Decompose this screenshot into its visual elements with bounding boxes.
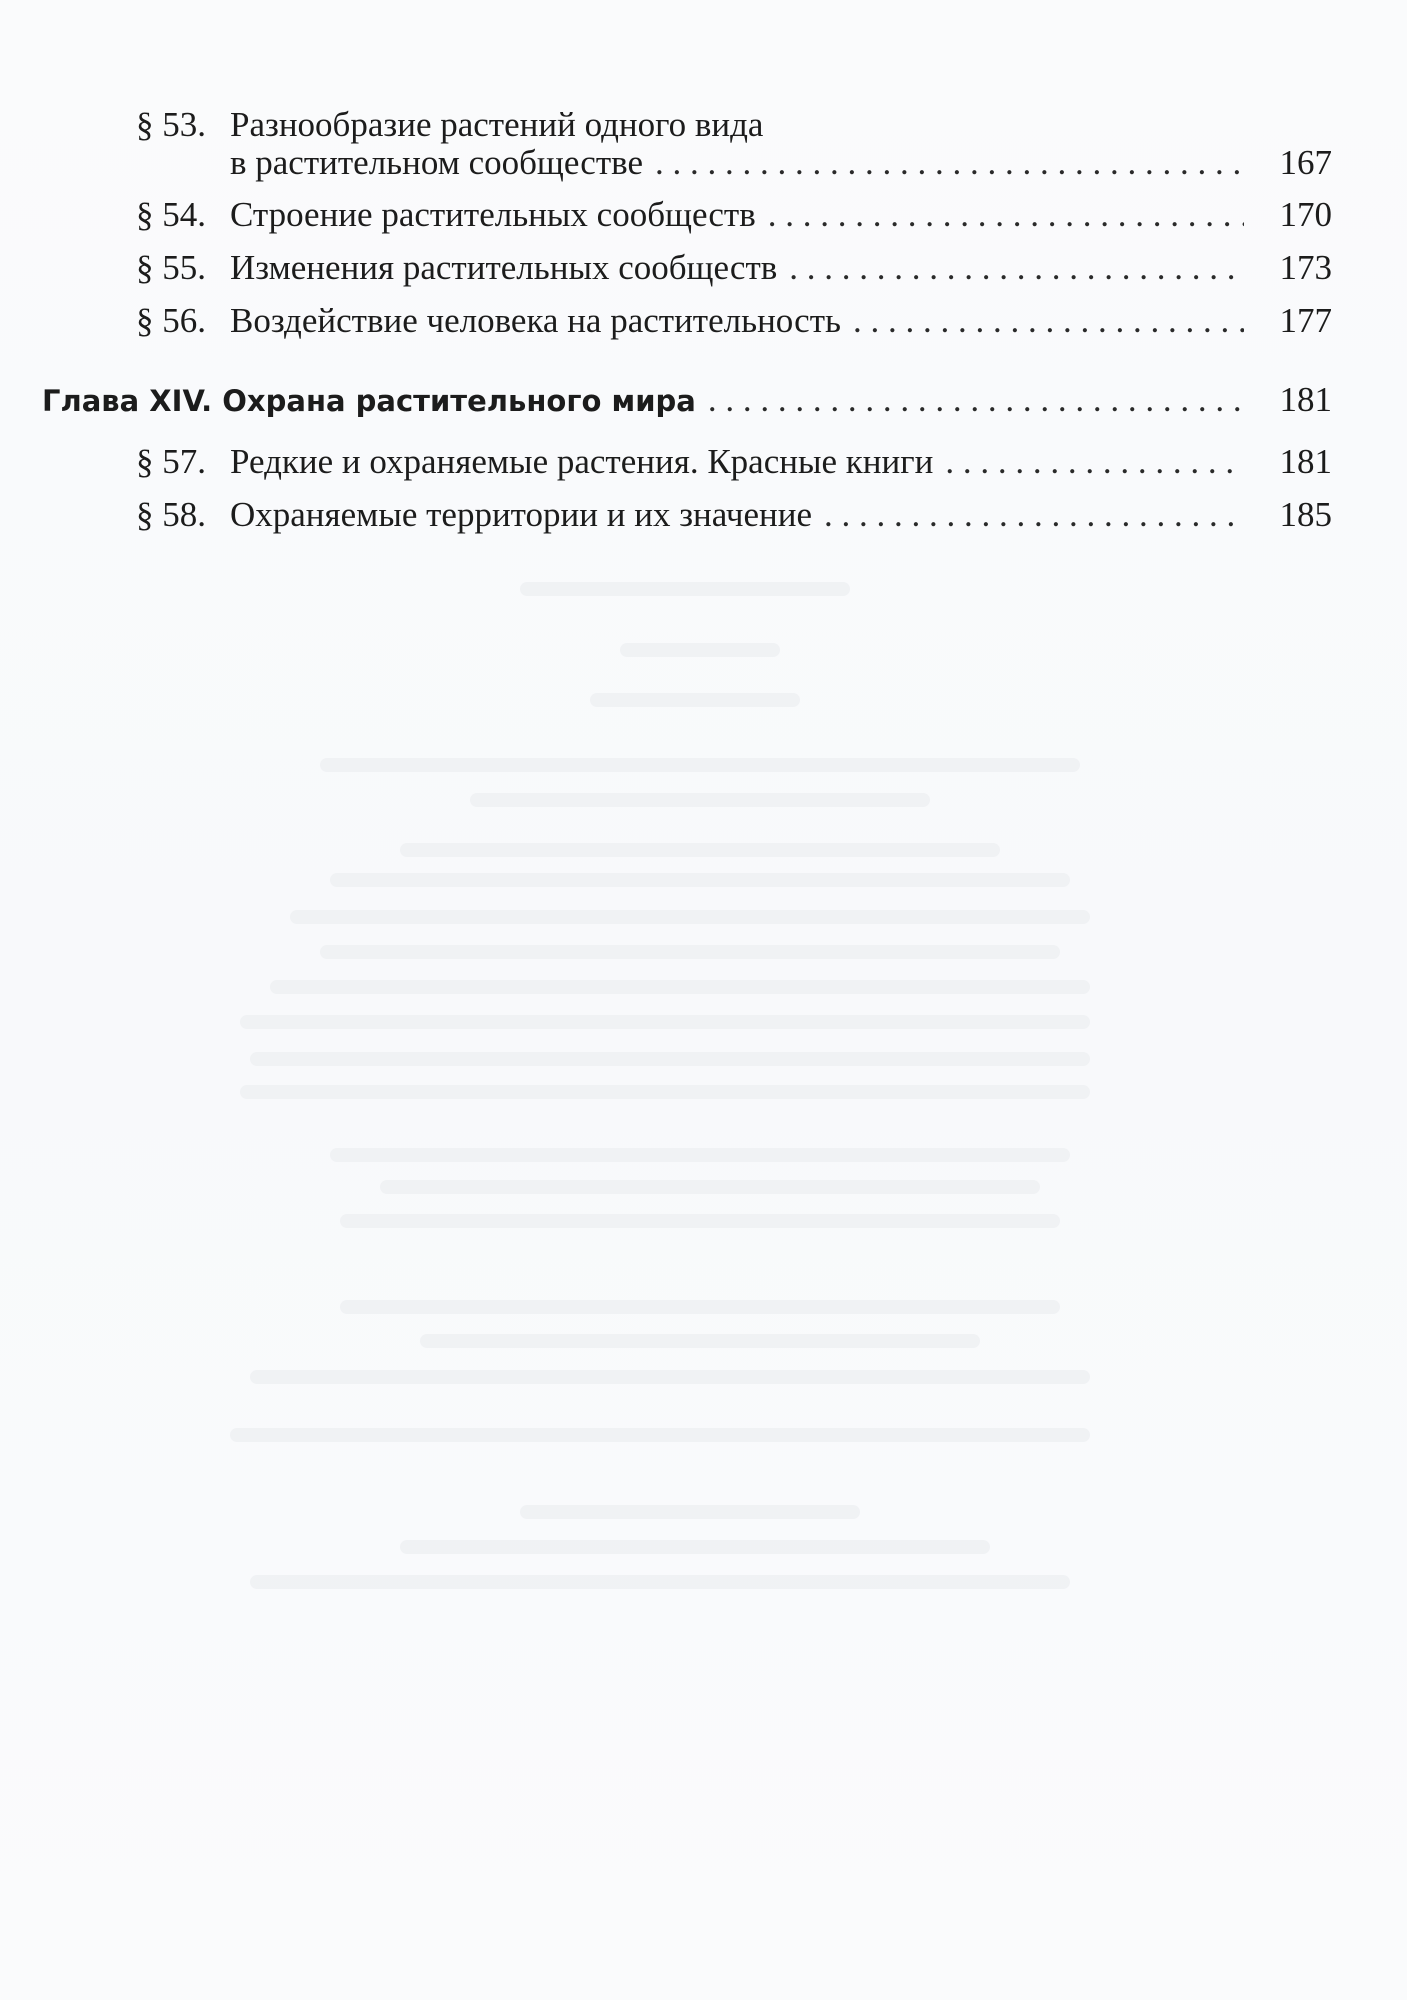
dot-leader bbox=[655, 143, 1244, 183]
toc-entry-number: § 54. bbox=[136, 195, 206, 234]
toc-entry-number: § 56. bbox=[136, 301, 206, 340]
toc-entry-number: § 53. bbox=[136, 105, 206, 144]
toc-entry-53-line1 bbox=[136, 105, 763, 145]
toc-entry-54 bbox=[136, 195, 1332, 235]
dot-leader bbox=[824, 495, 1244, 535]
toc-entry-title: в растительном сообществе bbox=[230, 143, 643, 182]
toc-entry-page: 170 bbox=[1279, 195, 1332, 234]
toc-entry-page: 173 bbox=[1279, 248, 1332, 287]
dot-leader bbox=[789, 248, 1244, 288]
toc-entry-58 bbox=[136, 495, 1332, 535]
toc-entry-title: Воздействие человека на растительность bbox=[230, 301, 841, 340]
toc-entry-title: Редкие и охраняемые растения. Красные книги bbox=[230, 442, 934, 481]
toc-entry-53-line2 bbox=[136, 143, 1332, 183]
toc-entry-number: § 55. bbox=[136, 248, 206, 287]
dot-leader bbox=[768, 195, 1244, 235]
toc-entry-title: Строение растительных сообществ bbox=[230, 195, 756, 234]
toc-entry-title: Изменения растительных сообществ bbox=[230, 248, 778, 287]
toc-entry-page: 181 bbox=[1279, 442, 1332, 481]
toc-entry-55 bbox=[136, 248, 1332, 288]
toc-entry-56 bbox=[136, 301, 1332, 341]
toc-entry-title: Разнообразие растений одного вида bbox=[230, 105, 764, 144]
toc-entry-57 bbox=[136, 442, 1332, 482]
toc-entry-number: § 58. bbox=[136, 495, 206, 534]
dot-leader bbox=[945, 442, 1244, 482]
chapter-page: 181 bbox=[1279, 380, 1332, 419]
toc-entry-number: § 57. bbox=[136, 442, 206, 481]
dot-leader bbox=[708, 380, 1244, 420]
chapter-title: Глава XIV. Охрана растительного мира bbox=[42, 384, 696, 418]
toc-chapter-14 bbox=[42, 380, 1332, 421]
toc-entry-page: 177 bbox=[1279, 301, 1332, 340]
toc-entry-title: Охраняемые территории и их значение bbox=[230, 495, 813, 534]
toc-entry-page: 167 bbox=[1279, 143, 1332, 182]
toc-entry-page: 185 bbox=[1279, 495, 1332, 534]
dot-leader bbox=[853, 301, 1244, 341]
